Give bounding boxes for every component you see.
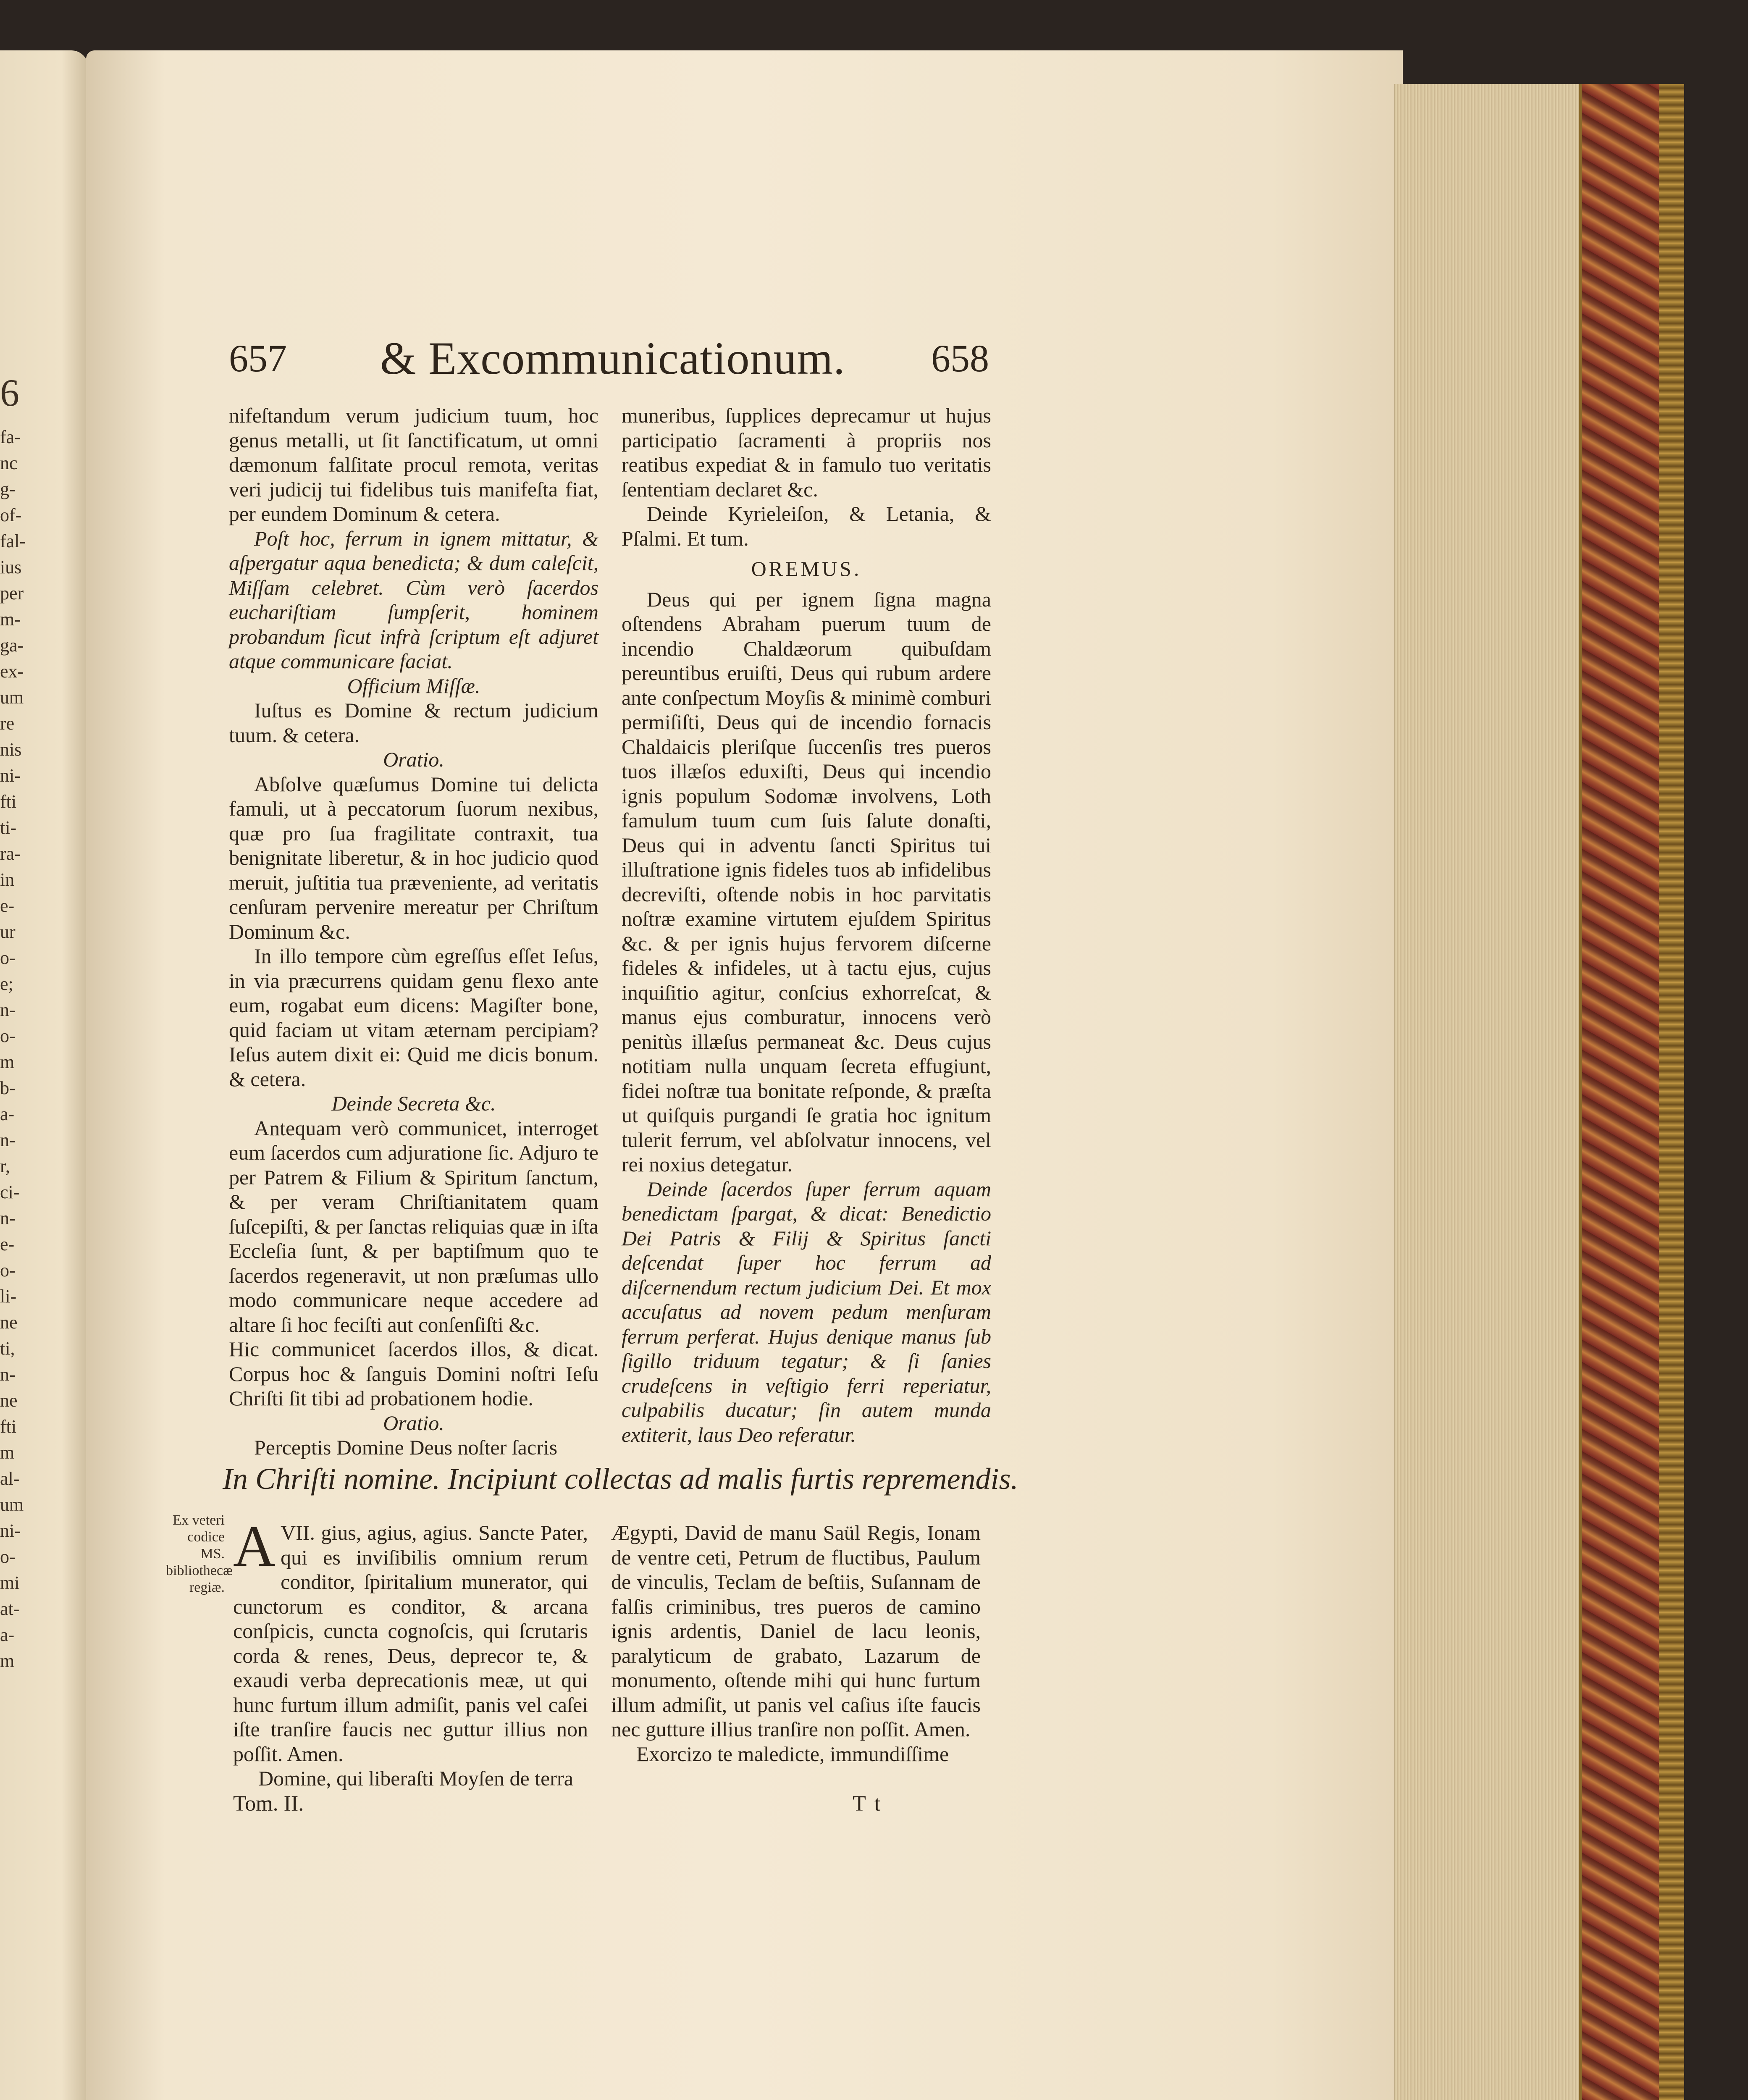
section-title: In Chriſti nomine. Incipiunt collectas ad malis furtis repremendis. xyxy=(223,1462,1018,1496)
paragraph: Deus qui per ignem ſigna magna oſtendens Abraham puerum tuum de incendio Chaldæorum quibuſdam pereuntibus eruiſti, Deus qui rubum ardere ante conſpectum Moyſis & minimè comburi permiſiſti, Deus qui de incendio fornacis Chaldaicis pleriſque ſuccenſis tres pueros tuos illæſos eduxiſti, Deus qui incendio ignis populum Sodomæ involvens, Loth famulum tuum cum ſuis ſalute donaſti, Deus qui in adventu ſancti Spiritus tui illuſtratione ignis fideles tuos ab infidelibus decreviſti, oſtende nobis in hoc parvitatis noſtræ examine virtutem ejuſdem Spiritus &c. & per ignis hujus fervorem diſcerne fideles & infideles, ut à tactu ejus, cujus inquiſitio agitur, conſcius exhorreſcat, & manus ejus comburatur, innocens verò penitùs illæſus permaneat &c. Deus cujus notitiam nulla unquam ſecreta effugiunt, fidei noſtræ tua bonitate reſponde, & præſta ut quiſquis purgandi ſe gratia hoc ignitum tulerit ferrum, vel abſolvatur innocens, vel rei noxius detegatur. xyxy=(622,587,991,1176)
paragraph: Hic communicet ſacerdos illos, & dicat. Corpus hoc & ſanguis Domini noſtri Ieſu Chriſti ſit tibi ad probationem hodie. xyxy=(229,1337,598,1410)
left-margin-fragment: at- xyxy=(0,1599,20,1619)
left-margin-fragment: ti- xyxy=(0,817,17,838)
left-margin-fragment: m xyxy=(0,1442,15,1463)
volume-mark: Tom. II. xyxy=(233,1792,304,1816)
left-margin-fragment: r, xyxy=(0,1156,10,1176)
left-margin-fragment: re xyxy=(0,713,15,734)
folio-right: 658 xyxy=(931,337,989,380)
paragraph-text: gius, agius, agius. Sancte Pater, qui es inviſibilis omnium rerum conditor, ſpiritalium munerator, qui cunctorum es conditor, & arcana conſpicis, cuncta cognoſcis, qui ſcrutaris corda & renes, Deus, deprecor te, & exaudi verba deprecationis meæ, ut qui hunc furtum illum admiſit, panis vel caſei iſte tranſire faucis nec guttur illius non poſſit. Amen. xyxy=(233,1521,588,1766)
left-margin-fragment: m xyxy=(0,1052,15,1072)
left-margin-fragment: e; xyxy=(0,974,13,994)
left-margin-fragment: ci- xyxy=(0,1182,20,1202)
heading: Officium Miſſæ. xyxy=(347,674,480,698)
column-2 xyxy=(622,403,991,1447)
left-margin-fragment: in xyxy=(0,869,15,890)
paragraph: Ægypti, David de manu Saül Regis, Ionam de ventre ceti, Petrum de fluctibus, Paulum de vinculis, Teclam de beſtiis, Suſannam de falſis criminibus, tres pueros de camino ignis ardentis, Daniel de lacu leonis, paralyticum de grabato, Lazarum de monumento, oſtende mihi qui hunc furtum illum admiſit, ut panis vel caſius iſte faucis nec gutture illius tranſire non poſſit. Amen. xyxy=(611,1521,981,1741)
left-margin-fragment: fti xyxy=(0,1416,17,1437)
left-margin-fragment: fti xyxy=(0,791,17,812)
paragraph xyxy=(233,1514,588,1766)
left-margin-fragment: o- xyxy=(0,1546,16,1567)
column-4 xyxy=(611,1520,981,1766)
column-1 xyxy=(229,403,598,1460)
left-margin-fragment: ne xyxy=(0,1390,18,1411)
paragraph: muneribus, ſupplices deprecamur ut hujus participatio ſacramenti à propriis nos reatibus expediat & in famulo tuo veritatis ſententiam declaret &c. xyxy=(622,404,991,501)
left-margin-fragment: ex- xyxy=(0,661,24,682)
running-head xyxy=(229,332,989,395)
left-folio: 6 xyxy=(0,371,19,414)
left-margin-fragment: um xyxy=(0,1494,24,1515)
left-page-edge xyxy=(0,50,88,2100)
left-margin-fragment: um xyxy=(0,687,24,708)
paragraph: nifeſtandum verum judicium tuum, hoc genus metalli, ut ſit ſanctificatum, ut omni dæmonum falſitate procul remota, veritas veri judicij tui fidelibus tuis manifeſta fiat, per eundem Dominum & cetera. xyxy=(229,404,598,525)
drop-capital: A xyxy=(233,1514,276,1579)
left-margin-fragment: ga- xyxy=(0,635,24,656)
left-margin-fragment: n- xyxy=(0,1208,16,1228)
left-margin-fragment: ti, xyxy=(0,1338,15,1359)
section-numeral: VII. xyxy=(281,1521,315,1544)
paragraph: Antequam verò communicet, interroget eum ſacerdos cum adjuratione ſic. Adjuro te per Patrem & Filium & Spiritum ſanctum, & per veram Chriſtianitatem quam ſuſcepiſti, & per ſanctas reliquias quæ in iſta Eccleſia ſunt, & per baptiſmum quo te ſacerdos regeneravit, ut non præſumas ullo modo communicare neque accedere ad altare ſi hoc feciſti aut conſenſiſti &c. xyxy=(229,1116,598,1336)
left-margin-fragment: m xyxy=(0,1651,15,1671)
folio-left: 657 xyxy=(229,337,287,380)
heading-oremus: OREMUS. xyxy=(751,557,862,580)
left-margin-fragment: ius xyxy=(0,557,22,578)
paragraph: Perceptis Domine Deus noſter ſacris xyxy=(254,1436,558,1459)
left-margin-fragment: o- xyxy=(0,1026,16,1046)
paragraph: Deinde Kyrieleiſon, & Letania, & Pſalmi. Et tum. xyxy=(622,502,991,550)
left-margin-fragment: fa- xyxy=(0,427,21,447)
left-margin-fragment: nc xyxy=(0,453,18,473)
left-margin-fragment: m- xyxy=(0,609,21,630)
left-margin-fragment: li- xyxy=(0,1286,17,1307)
paragraph: In illo tempore cùm egreſſus eſſet Ieſus, in via præcurrens quidam genu flexo ante eum, rogabat eum dicens: Magiſter bone, quid faciam ut vitam æternam percipiam? Ieſus autem dixit ei: Quid me dicis bonum. & cetera. xyxy=(229,944,598,1091)
left-margin-fragment: ur xyxy=(0,921,16,942)
signature-mark: T t xyxy=(853,1792,882,1816)
left-margin-fragment: fal- xyxy=(0,531,26,551)
rubric: Poſt hoc, ferrum in ignem mittatur, & aſpergatur aqua benedicta; & dum caleſcit, Miſſam celebret. Cùm verò ſacerdos euchariſtiam ſumpſerit, hominem probandum ſicut infrà ſcriptum eſt adjuret atque communicare faciat. xyxy=(229,526,598,673)
column-3 xyxy=(233,1514,588,1791)
left-margin-fragment: b- xyxy=(0,1078,16,1098)
left-margin-fragment: ra- xyxy=(0,843,21,864)
rubric: Deinde ſacerdos ſuper ferrum aquam benedictam ſpargat, & dicat: Benedictio Dei Patris & Filij & Spiritus ſancti deſcendat ſuper hoc ferrum ad diſcernendum rectum judicium Dei. Et mox accuſatus ad novem pedum menſuram ferrum perferat. Hujus denique manus ſub ſigillo triduum tegatur; & ſi ſanies crudeſcens in veſtigio ferri reperiatur, culpabilis ducatur; ſin autem munda extiterit, laus Deo referatur. xyxy=(622,1177,991,1446)
heading: Deinde Secreta &c. xyxy=(331,1092,496,1115)
left-margin-fragment: n- xyxy=(0,1000,16,1020)
left-margin-fragment: n- xyxy=(0,1364,16,1385)
left-margin-fragment: mi xyxy=(0,1572,20,1593)
page-fore-edge xyxy=(1394,84,1580,2100)
left-margin-fragment: a- xyxy=(0,1104,15,1124)
left-margin-fragment: nis xyxy=(0,739,22,760)
left-margin-fragment: g- xyxy=(0,479,16,499)
left-margin-fragment: e- xyxy=(0,895,15,916)
left-margin-fragment: ni- xyxy=(0,1520,21,1541)
margin-note: Ex veteri codice MS. bibliothecæ regiæ. xyxy=(166,1512,233,1595)
left-margin-fragment: o- xyxy=(0,1260,16,1281)
left-margin-fragment: al- xyxy=(0,1468,20,1489)
left-margin-fragment: o- xyxy=(0,948,16,968)
left-margin-fragment: ne xyxy=(0,1312,18,1333)
gilt-cover-border xyxy=(1659,84,1684,2100)
paragraph: Abſolve quæſumus Domine tui delicta famuli, ut à peccatorum ſuorum nexibus, quæ pro ſua fragilitate contraxit, tua benignitate liberetur, & in hoc judicio quod meruit, juſtitia tua præveniente, ad veritatis cenſuram pervenire mereatur per Chriſtum Dominum &c. xyxy=(229,772,598,943)
left-margin-fragment: n- xyxy=(0,1130,16,1150)
heading: Oratio. xyxy=(383,748,444,771)
left-margin-fragment: a- xyxy=(0,1625,15,1645)
heading: Oratio. xyxy=(383,1411,444,1435)
left-margin-fragment: ni- xyxy=(0,765,21,786)
left-margin-fragment: per xyxy=(0,583,24,604)
left-margin-fragment: e- xyxy=(0,1234,15,1255)
left-margin-fragment: of- xyxy=(0,505,22,525)
paragraph: Exorcizo te maledicte, immundiſſime xyxy=(636,1742,949,1766)
paragraph: Domine, qui liberaſti Moyſen de terra xyxy=(258,1767,573,1790)
running-title: & Excommunicationum. xyxy=(380,333,845,384)
marbled-cover xyxy=(1579,84,1666,2100)
paragraph: Iuſtus es Domine & rectum judicium tuum. & cetera. xyxy=(229,698,598,747)
left-fragments xyxy=(0,424,26,1674)
left-page-margin-text xyxy=(0,370,26,1674)
